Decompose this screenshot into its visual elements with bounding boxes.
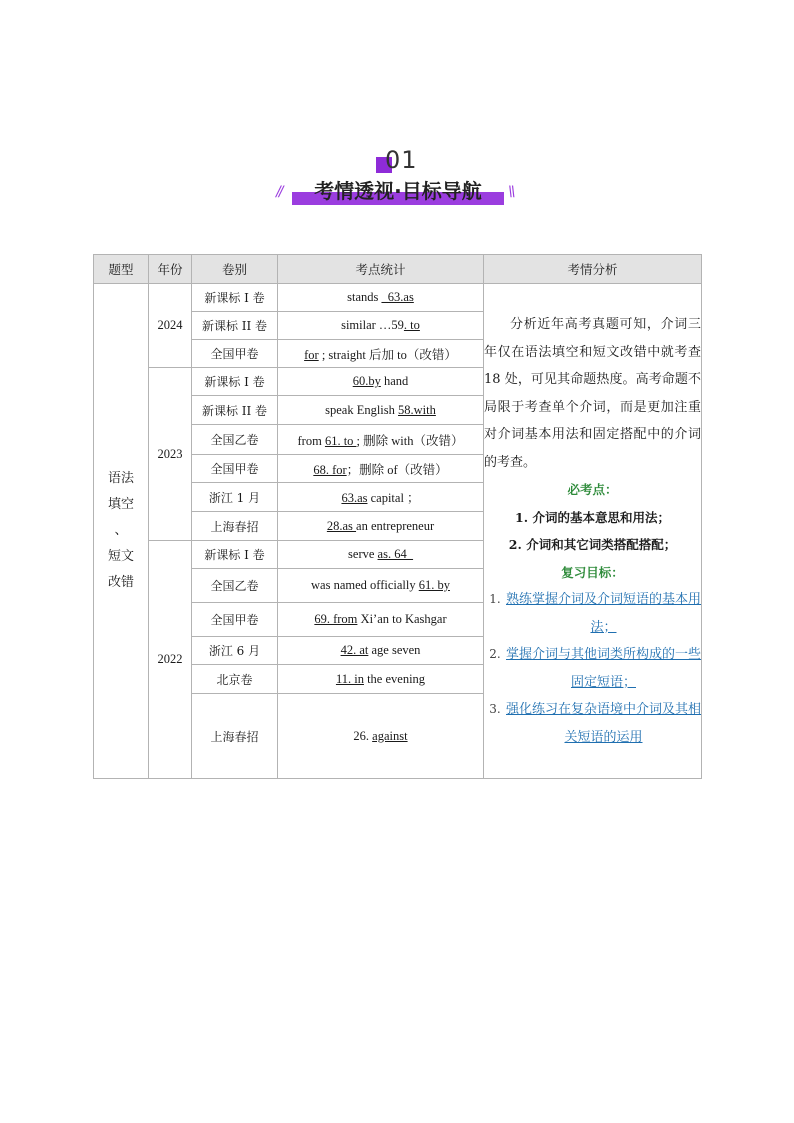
exam-point-cell bbox=[278, 368, 484, 396]
goal-text: 强化练习在复杂语境中介词及其相关短语的运用 bbox=[506, 702, 702, 745]
exam-point-cell bbox=[278, 603, 484, 637]
point-text: ；删除 of（改错） bbox=[346, 462, 448, 477]
must-point-item: 2. 介词和其它词类搭配搭配； bbox=[508, 537, 677, 552]
answer-underline: 68. for bbox=[313, 462, 347, 477]
exam-point-cell bbox=[278, 455, 484, 483]
point-text: 删除 with（改错） bbox=[360, 433, 464, 448]
answer-underline: 58.with bbox=[398, 402, 436, 417]
point-text: similar …59 bbox=[341, 318, 404, 332]
review-goal-item bbox=[484, 586, 701, 641]
answer-underline: for bbox=[304, 347, 319, 362]
point-text: Xi’an to Kashgar bbox=[357, 612, 447, 626]
paper-cell: 全国甲卷 bbox=[192, 340, 278, 368]
paper-cell: 新课标 I 卷 bbox=[192, 284, 278, 312]
header-paper: 卷别 bbox=[192, 255, 278, 284]
question-type-cell bbox=[94, 284, 149, 779]
point-text: age seven bbox=[368, 643, 421, 657]
header-type: 题型 bbox=[94, 255, 149, 284]
exam-point-cell bbox=[278, 694, 484, 779]
answer-underline: _63.as bbox=[381, 290, 414, 304]
point-text: hand bbox=[380, 374, 409, 388]
point-text: speak English bbox=[325, 402, 399, 417]
header-points: 考点统计 bbox=[278, 255, 484, 284]
section-number bbox=[374, 146, 434, 174]
answer-underline: against bbox=[372, 728, 408, 743]
paper-cell: 全国乙卷 bbox=[192, 569, 278, 603]
exam-point-cell bbox=[278, 396, 484, 425]
must-point-item: 1. 介词的基本意思和用法； bbox=[515, 509, 670, 525]
answer-underline: 61. to ; bbox=[324, 433, 361, 448]
paper-cell: 新课标 I 卷 bbox=[192, 541, 278, 569]
review-goals-label: 复习目标： bbox=[561, 564, 624, 580]
question-type-line: 语法 bbox=[107, 471, 134, 486]
point-text: 26. bbox=[353, 728, 373, 743]
goal-text: 掌握介词与其他词类所构成的一些固定短语； bbox=[506, 647, 702, 690]
table-header-row bbox=[94, 255, 702, 284]
answer-underline: 63.as bbox=[341, 491, 368, 505]
review-goal-item bbox=[484, 696, 701, 751]
answer-underline: 60.by bbox=[352, 374, 381, 388]
point-text: was named officially bbox=[311, 578, 419, 592]
paper-cell: 新课标 II 卷 bbox=[192, 396, 278, 425]
year-cell: 2024 bbox=[149, 284, 192, 368]
review-goal-item bbox=[484, 641, 701, 696]
header-year: 年份 bbox=[149, 255, 192, 284]
year-cell: 2022 bbox=[149, 541, 192, 779]
point-text: capital ； bbox=[367, 491, 420, 505]
section-number-text: 01 bbox=[385, 146, 418, 174]
point-text: ; straight 后加 to（改错） bbox=[318, 347, 457, 362]
header-analysis: 考情分析 bbox=[484, 255, 702, 284]
analysis-paragraph: 分析近年高考真题可知，介词三年仅在语法填空和短文改错中就考查 18 处，可见其命题热度。高考命题不局限于考查单个介词，而是更加注重对介词基本用法和固定搭配中的介词的考查。 bbox=[484, 317, 701, 470]
paper-cell: 新课标 II 卷 bbox=[192, 312, 278, 340]
point-text: the evening bbox=[363, 671, 426, 686]
answer-underline: 11. in bbox=[335, 671, 364, 686]
paper-cell: 浙江 6 月 bbox=[192, 637, 278, 665]
title-right-slashes: \\ bbox=[508, 184, 514, 200]
question-type-line: 填空 bbox=[107, 497, 134, 512]
goal-number: 2. bbox=[489, 647, 501, 661]
exam-point-cell bbox=[278, 665, 484, 694]
exam-point-cell bbox=[278, 483, 484, 512]
year-cell: 2023 bbox=[149, 368, 192, 541]
point-text: serve bbox=[348, 547, 378, 561]
exam-point-cell bbox=[278, 340, 484, 368]
answer-underline: 61. by bbox=[418, 578, 450, 592]
exam-point-cell bbox=[278, 312, 484, 340]
exam-point-cell bbox=[278, 425, 484, 455]
goal-number: 3. bbox=[489, 702, 501, 716]
point-text: from bbox=[297, 433, 325, 448]
answer-underline: 42. at bbox=[340, 643, 369, 657]
paper-cell: 北京卷 bbox=[192, 665, 278, 694]
paper-cell: 上海春招 bbox=[192, 694, 278, 779]
goal-text: 熟练掌握介词及介词短语的基本用法； bbox=[506, 592, 702, 635]
paper-cell: 全国甲卷 bbox=[192, 455, 278, 483]
question-type-line: 短文 bbox=[107, 549, 134, 564]
answer-underline: 28.as bbox=[326, 518, 357, 533]
paper-cell: 浙江 1 月 bbox=[192, 483, 278, 512]
exam-point-cell bbox=[278, 569, 484, 603]
question-type-line: 、 bbox=[114, 523, 128, 538]
answer-underline: . to bbox=[403, 318, 420, 332]
exam-point-cell bbox=[278, 512, 484, 541]
paper-cell: 新课标 I 卷 bbox=[192, 368, 278, 396]
exam-point-cell bbox=[278, 284, 484, 312]
goal-number: 1. bbox=[489, 592, 501, 606]
must-points-label: 必考点： bbox=[567, 482, 618, 497]
section-title bbox=[276, 178, 514, 206]
point-text: stands bbox=[347, 290, 382, 304]
paper-cell: 上海春招 bbox=[192, 512, 278, 541]
title-left-slashes: // bbox=[276, 184, 282, 200]
answer-underline: 69. from bbox=[314, 612, 358, 626]
answer-underline: as. 64_ bbox=[377, 547, 413, 561]
exam-point-cell bbox=[278, 541, 484, 569]
paper-cell: 全国乙卷 bbox=[192, 425, 278, 455]
paper-cell: 全国甲卷 bbox=[192, 603, 278, 637]
question-type-line: 改错 bbox=[107, 575, 134, 590]
table-row bbox=[94, 284, 702, 312]
exam-point-cell bbox=[278, 637, 484, 665]
section-title-text: 考情透视·目标导航 bbox=[314, 179, 482, 203]
point-text: an entrepreneur bbox=[356, 518, 435, 533]
exam-analysis-table bbox=[93, 254, 702, 779]
analysis-cell bbox=[484, 284, 702, 779]
